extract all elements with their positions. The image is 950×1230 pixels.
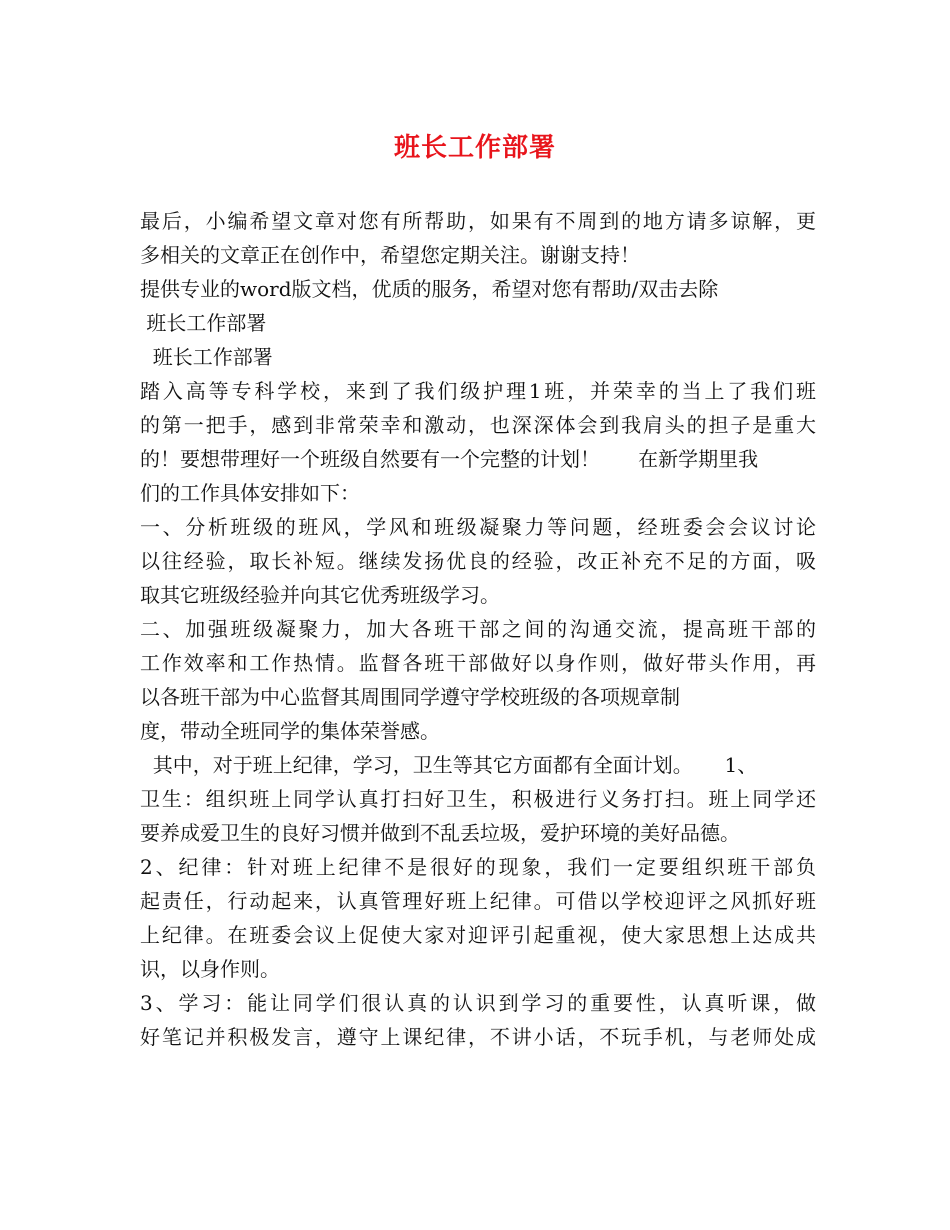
text-line: 识，以身作则。 [140, 957, 280, 981]
text-line: 好笔记并积极发言，遵守上课纪律，不讲小话，不玩手机，与老师处成 [140, 1025, 816, 1049]
page-title: 班长工作部署 [393, 133, 556, 163]
text-line: 卫生：组织班上同学认真打扫好卫生，积极进行义务打扫。班上同学还 [140, 787, 816, 811]
text-line: 最后，小编希望文章对您有所帮助，如果有不周到的地方请多谅解，更 [140, 209, 816, 233]
text-line: 要养成爱卫生的良好习惯并做到不乱丢垃圾，爱护环境的美好品德。 [140, 821, 740, 845]
text-line: 的！要想带理好一个班级自然要有一个完整的计划！ 在新学期里我 [140, 447, 759, 471]
text-line: 二、加强班级凝聚力，加大各班干部之间的沟通交流，提高班干部的 [140, 617, 816, 641]
text-line: 们的工作具体安排如下： [140, 481, 360, 505]
text-line: 起责任，行动起来，认真管理好班上纪律。可借以学校迎评之风抓好班 [140, 889, 816, 913]
text-line: 以各班干部为中心监督其周围同学遵守学校班级的各项规章制 [140, 685, 680, 709]
text-line: 2、纪律：针对班上纪律不是很好的现象，我们一定要组织班干部负 [140, 855, 816, 879]
text-line: 踏入高等专科学校，来到了我们级护理1班，并荣幸的当上了我们班 [140, 379, 816, 403]
text-line: 以往经验，取长补短。继续发扬优良的经验，改正补充不足的方面，吸 [140, 549, 816, 573]
text-line: 上纪律。在班委会议上促使大家对迎评引起重视，使大家思想上达成共 [140, 923, 816, 947]
text-line: 班长工作部署 [140, 311, 267, 335]
document-body [140, 204, 816, 1054]
text-line: 班长工作部署 [140, 345, 273, 369]
text-line: 多相关的文章正在创作中，希望您定期关注。谢谢支持！ [140, 243, 640, 267]
text-line: 的第一把手，感到非常荣幸和激动，也深深体会到我肩头的担子是重大 [140, 413, 816, 437]
text-line: 一、分析班级的班风，学风和班级凝聚力等问题，经班委会会议讨论 [140, 515, 816, 539]
text-line: 提供专业的word版文档，优质的服务，希望对您有帮助/双击去除 [140, 277, 719, 301]
text-line: 取其它班级经验并向其它优秀班级学习。 [140, 583, 500, 607]
text-line: 度，带动全班同学的集体荣誉感。 [140, 719, 440, 743]
text-line: 3、学习：能让同学们很认真的认识到学习的重要性，认真听课，做 [140, 991, 816, 1015]
text-line: 其中，对于班上纪律，学习，卫生等其它方面都有全面计划。 1、 [140, 753, 758, 777]
text-line: 工作效率和工作热情。监督各班干部做好以身作则，做好带头作用，再 [140, 651, 816, 675]
